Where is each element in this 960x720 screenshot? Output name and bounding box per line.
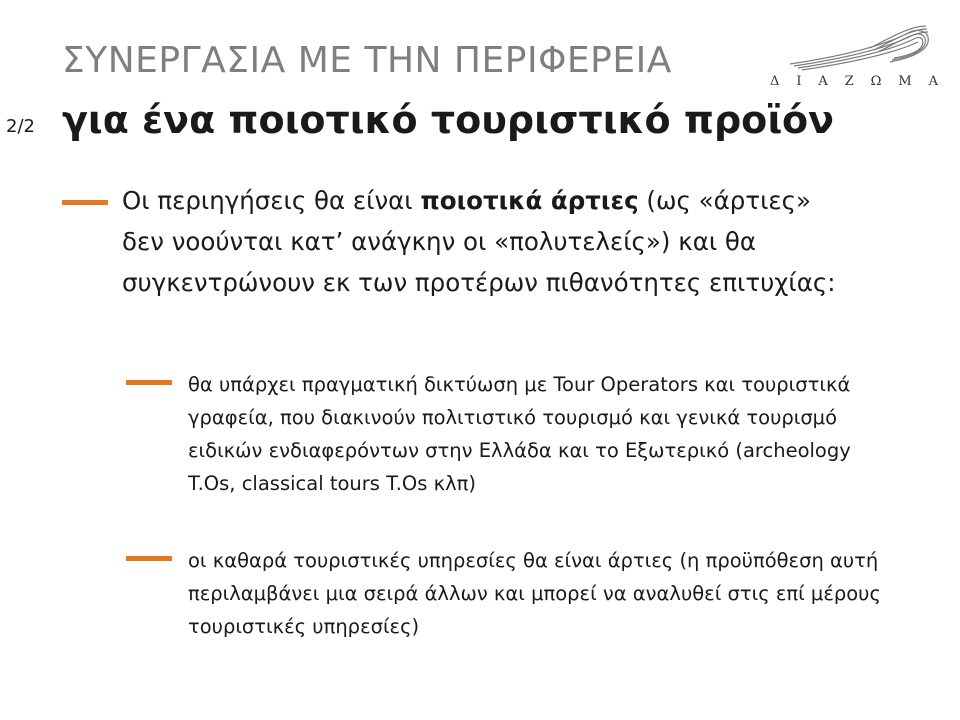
main-bullet-text bbox=[122, 180, 842, 303]
bullet-dash bbox=[62, 200, 108, 205]
swirl-logo-icon bbox=[770, 18, 938, 74]
bullet-text-plain: Οι περιηγήσεις θα είναι bbox=[122, 186, 421, 215]
logo-letter: Μ bbox=[898, 74, 912, 89]
logo-letter: Ζ bbox=[844, 74, 854, 89]
logo-wordmark bbox=[770, 74, 938, 89]
page-number: 2/2 bbox=[6, 116, 35, 137]
logo-letter: Ω bbox=[870, 74, 882, 89]
logo-letter: Δ bbox=[770, 74, 780, 89]
diazoma-logo bbox=[770, 18, 938, 100]
bullet-text-bold: ποιοτικά άρτιες bbox=[420, 186, 639, 215]
sub-bullet-dash bbox=[126, 556, 172, 561]
logo-letter: Ι bbox=[796, 74, 802, 89]
logo-letter: Α bbox=[818, 74, 828, 89]
logo-letter: Α bbox=[928, 74, 938, 89]
slide-title-line2: για ένα ποιοτικό τουριστικό προϊόν bbox=[62, 98, 835, 142]
sub-bullet-text: θα υπάρχει πραγματική δικτύωση με Tour Operators και τουριστικά γραφεία, που διακινούν πολιτιστικό τουρισμό και γενικά τουρισμό ειδικών ενδιαφερόντων στην Ελλάδα και το Εξωτερικό (archeology T.Os, classical tours T.Os κλπ) bbox=[188, 373, 851, 495]
sub-bullet-text: οι καθαρά τουριστικές υπηρεσίες θα είναι άρτιες (η προϋπόθεση αυτή περιλαμβάνει μια σειρά άλλων και μπορεί να αναλυθεί στις επί μέρους τουριστικές υπηρεσίες) bbox=[188, 549, 881, 638]
slide-title-line1: ΣΥΝΕΡΓΑΣΙΑ ΜΕ ΤΗΝ ΠΕΡΙΦΕΡΕΙΑ bbox=[62, 40, 672, 81]
sub-bullet-dash bbox=[126, 380, 172, 385]
bullet-text-rest: (ως «άρτιες» δεν νοούνται κατ’ ανάγκην οι «πολυτελείς») και θα συγκεντρώνουν εκ των προτέρων πιθανότητες επιτυχίας: bbox=[122, 186, 836, 297]
